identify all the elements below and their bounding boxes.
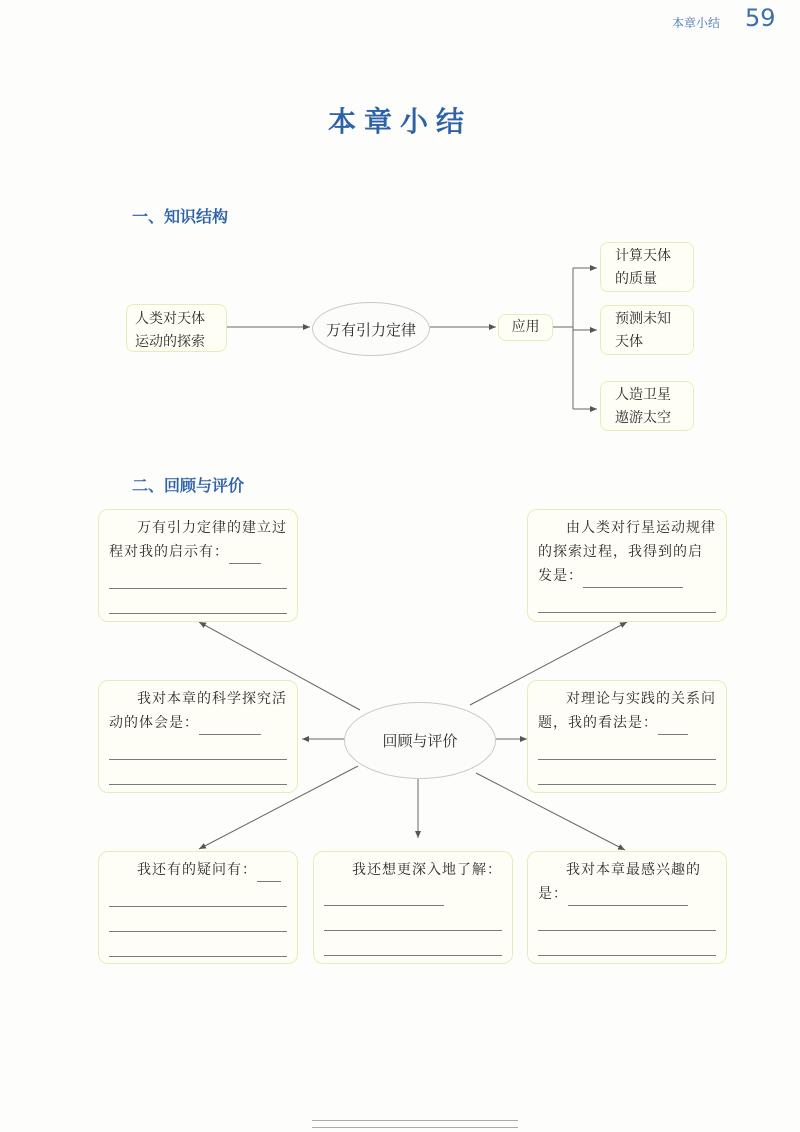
answer-line[interactable]	[538, 931, 716, 956]
prompt-top-left: 万有引力定律的建立过程对我的启示有：	[109, 520, 287, 560]
answer-blank[interactable]	[658, 734, 688, 735]
card-bot-right	[527, 851, 727, 964]
node-application: 应用	[498, 314, 553, 341]
answer-blank[interactable]	[257, 881, 281, 882]
page-number: 59	[745, 4, 776, 32]
page-title: 本章小结	[327, 105, 472, 138]
card-mid-left	[98, 680, 298, 793]
answer-line[interactable]	[109, 564, 287, 589]
prompt-bot-mid: 我还想更深入地了解：	[352, 862, 502, 878]
answer-line[interactable]	[538, 588, 716, 613]
answer-line[interactable]	[109, 907, 287, 932]
answer-blank[interactable]	[324, 905, 444, 906]
header-chapter-label: 本章小结	[672, 16, 721, 30]
node-use-1: 计算天体的质量	[600, 242, 694, 292]
card-mid-right	[527, 680, 727, 793]
card-top-right	[527, 509, 727, 622]
answer-blank[interactable]	[568, 905, 688, 906]
prompt-bot-right: 我对本章最感兴趣的是：	[538, 862, 701, 902]
node-use-3: 人造卫星遨游太空	[600, 381, 694, 431]
node-law: 万有引力定律	[312, 302, 430, 356]
answer-line[interactable]	[538, 906, 716, 931]
answer-line[interactable]	[109, 882, 287, 907]
answer-line[interactable]	[109, 760, 287, 785]
answer-line[interactable]	[109, 589, 287, 614]
prompt-top-right: 由人类对行星运动规律的探索过程，我得到的启发是：	[538, 520, 716, 584]
prompt-mid-left: 我对本章的科学探究活动的体会是：	[109, 691, 287, 731]
answer-line[interactable]	[324, 931, 502, 956]
answer-blank[interactable]	[229, 563, 261, 564]
section-heading-knowledge: 一、知识结构	[132, 207, 229, 226]
section-heading-review: 二、回顾与评价	[132, 476, 245, 495]
node-review-center: 回顾与评价	[344, 702, 496, 779]
card-top-left	[98, 509, 298, 622]
page-footer-mark	[312, 1120, 518, 1128]
card-bot-mid	[313, 851, 513, 964]
answer-line[interactable]	[538, 760, 716, 785]
card-bot-left	[98, 851, 298, 964]
prompt-mid-right: 对理论与实践的关系问题，我的看法是：	[538, 691, 716, 731]
node-use-2: 预测未知天体	[600, 305, 694, 355]
answer-line[interactable]	[109, 932, 287, 957]
answer-blank[interactable]	[199, 734, 261, 735]
answer-blank[interactable]	[583, 587, 683, 588]
answer-line[interactable]	[538, 735, 716, 760]
answer-line[interactable]	[324, 906, 502, 931]
prompt-bot-left: 我还有的疑问有：	[137, 862, 257, 878]
answer-line[interactable]	[109, 735, 287, 760]
node-source: 人类对天体运动的探索	[126, 304, 227, 352]
